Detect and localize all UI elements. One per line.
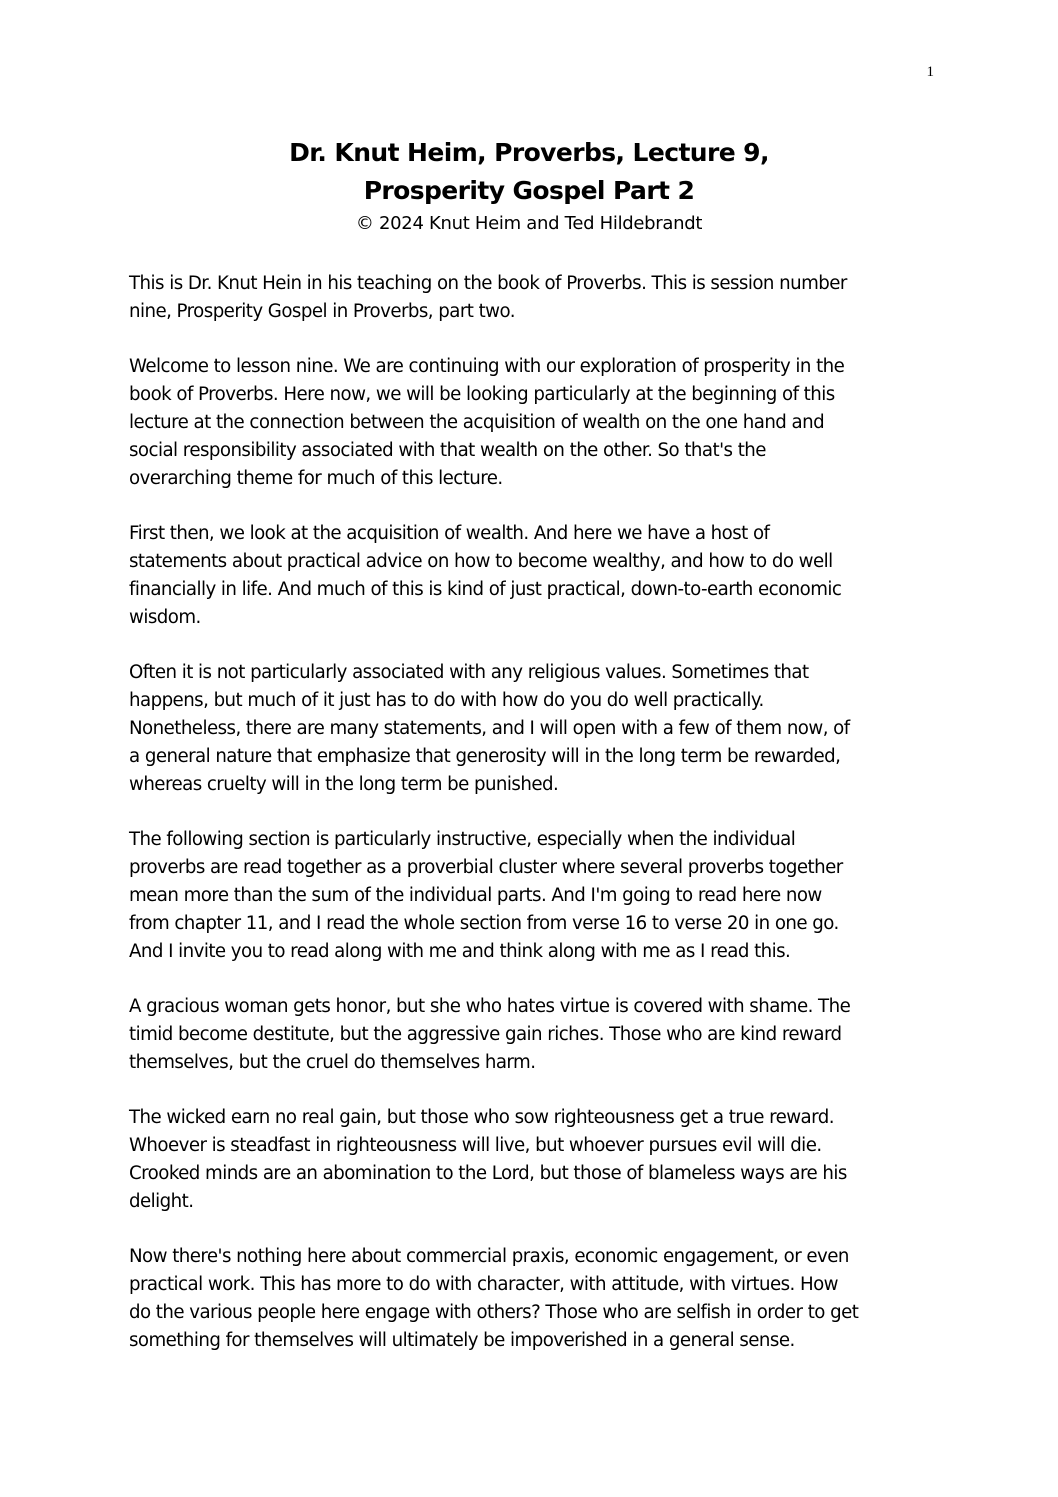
text-line: social responsibility associated with that wealth on the other. So that's the: [129, 440, 766, 461]
text-line: do the various people here engage with others? Those who are selfish in order to get: [129, 1302, 859, 1323]
text-line: Welcome to lesson nine. We are continuing with our exploration of prosperity in the: [129, 356, 845, 377]
paragraph: [129, 270, 949, 326]
text-line: First then, we look at the acquisition of wealth. And here we have a host of: [129, 523, 770, 544]
text-line: wisdom.: [129, 607, 201, 628]
copyright-notice: © 2024 Knut Heim and Ted Hildebrandt: [355, 213, 703, 234]
text-line: a general nature that emphasize that generosity will in the long term be rewarded,: [129, 746, 841, 767]
text-line: This is Dr. Knut Hein in his teaching on the book of Proverbs. This is session number: [129, 273, 847, 294]
text-line: Whoever is steadfast in righteousness will live, but whoever pursues evil will die.: [129, 1135, 822, 1156]
title-line-1: Dr. Knut Heim, Proverbs, Lecture 9,: [289, 138, 769, 167]
text-line: nine, Prosperity Gospel in Proverbs, part two.: [129, 301, 515, 322]
title-block: [0, 134, 1058, 238]
text-line: Often it is not particularly associated with any religious values. Sometimes that: [129, 662, 809, 683]
text-line: lecture at the connection between the acquisition of wealth on the one hand and: [129, 412, 825, 433]
text-line: something for themselves will ultimately be impoverished in a general sense.: [129, 1330, 795, 1351]
text-line: practical work. This has more to do with character, with attitude, with virtues. How: [129, 1274, 838, 1295]
text-line: delight.: [129, 1191, 194, 1212]
text-line: overarching theme for much of this lecture.: [129, 468, 503, 489]
text-line: The wicked earn no real gain, but those who sow righteousness get a true reward.: [129, 1107, 834, 1128]
paragraph: [129, 659, 949, 799]
text-line: timid become destitute, but the aggressive gain riches. Those who are kind reward: [129, 1024, 842, 1045]
title-line-2: Prosperity Gospel Part 2: [363, 176, 695, 205]
text-line: The following section is particularly instructive, especially when the individual: [129, 829, 796, 850]
text-line: mean more than the sum of the individual parts. And I'm going to read here now: [129, 885, 822, 906]
text-line: financially in life. And much of this is kind of just practical, down-to-earth economic: [129, 579, 842, 600]
text-line: Nonetheless, there are many statements, and I will open with a few of them now, of: [129, 718, 850, 739]
paragraph: [129, 826, 949, 966]
text-line: statements about practical advice on how to become wealthy, and how to do well: [129, 551, 833, 572]
text-line: Crooked minds are an abomination to the Lord, but those of blameless ways are his: [129, 1163, 847, 1184]
body-text: [129, 270, 949, 1382]
paragraph: [129, 520, 949, 632]
text-line: proverbs are read together as a proverbial cluster where several proverbs together: [129, 857, 843, 878]
text-line: themselves, but the cruel do themselves harm.: [129, 1052, 536, 1073]
text-line: happens, but much of it just has to do with how do you do well practically.: [129, 690, 764, 711]
page-number: 1: [926, 64, 934, 80]
text-line: And I invite you to read along with me and think along with me as I read this.: [129, 941, 791, 962]
paragraph: [129, 993, 949, 1077]
paragraph: [129, 1104, 949, 1216]
text-line: A gracious woman gets honor, but she who hates virtue is covered with shame. The: [129, 996, 851, 1017]
text-line: book of Proverbs. Here now, we will be looking particularly at the beginning of this: [129, 384, 835, 405]
text-line: Now there's nothing here about commercial praxis, economic engagement, or even: [129, 1246, 849, 1267]
text-line: from chapter 11, and I read the whole section from verse 16 to verse 20 in one go.: [129, 913, 839, 934]
paragraph: [129, 353, 949, 493]
paragraph: [129, 1243, 949, 1355]
text-line: whereas cruelty will in the long term be punished.: [129, 774, 559, 795]
